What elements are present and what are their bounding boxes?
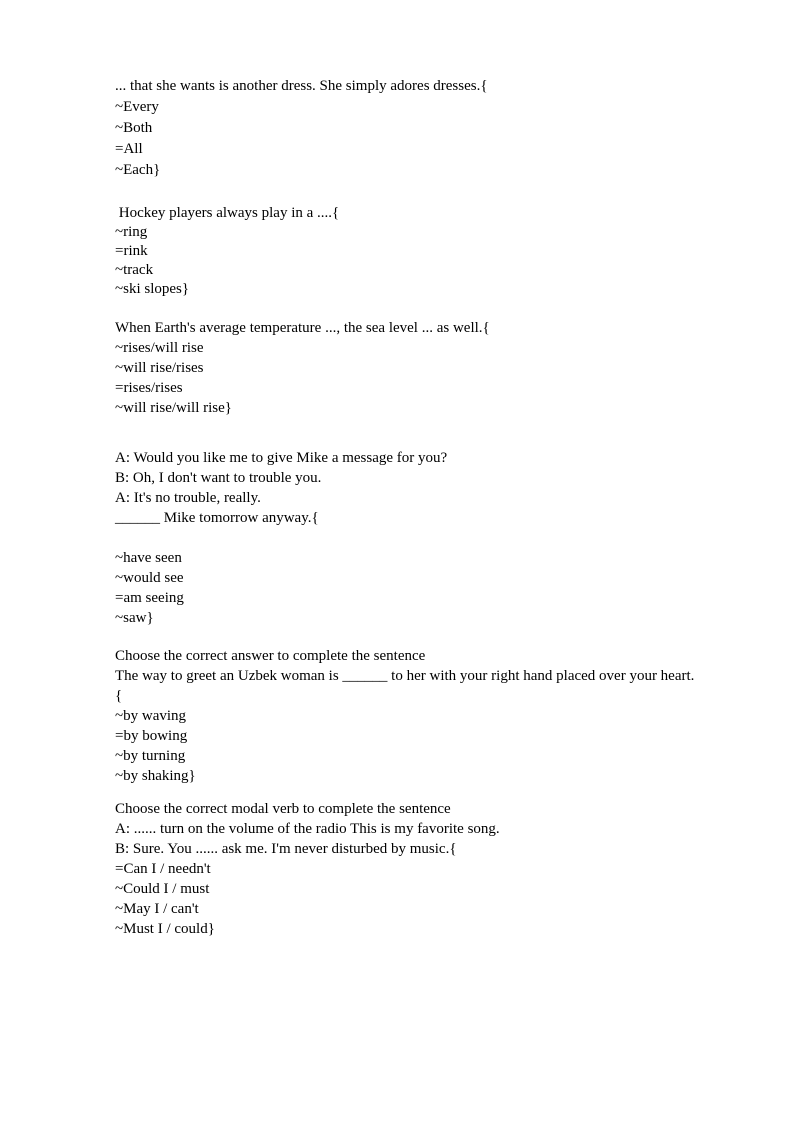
question-2-line-1: Hockey players always play in a ....{ bbox=[115, 205, 340, 221]
question-3-line-2: ~rises/will rise bbox=[115, 340, 204, 356]
question-1-line-1: ... that she wants is another dress. She simply adores dresses.{ bbox=[115, 78, 488, 94]
question-5-line-5: =by bowing bbox=[115, 728, 188, 744]
question-4-line-1: A: Would you like me to give Mike a message for you? bbox=[115, 450, 448, 466]
question-4-line-3: A: It's no trouble, really. bbox=[115, 490, 261, 506]
question-3-line-1: When Earth's average temperature ..., the sea level ... as well.{ bbox=[115, 320, 490, 336]
question-5 bbox=[115, 646, 694, 786]
question-6-line-1: Choose the correct modal verb to complete the sentence bbox=[115, 801, 451, 817]
question-6 bbox=[115, 799, 500, 939]
question-4-line-5 bbox=[115, 528, 447, 548]
question-6-line-2: A: ...... turn on the volume of the radio This is my favorite song. bbox=[115, 821, 500, 837]
question-2-line-4: ~track bbox=[115, 262, 154, 278]
question-4-line-8: =am seeing bbox=[115, 590, 184, 606]
question-4-line-4: ______ Mike tomorrow anyway.{ bbox=[115, 510, 319, 526]
question-1-line-2: ~Every bbox=[115, 99, 159, 115]
question-2 bbox=[115, 204, 339, 299]
question-1-line-5: ~Each} bbox=[115, 162, 161, 178]
question-3-line-4: =rises/rises bbox=[115, 380, 183, 396]
question-5-line-3: { bbox=[115, 688, 123, 704]
question-6-line-4: =Can I / needn't bbox=[115, 861, 211, 877]
question-2-line-5: ~ski slopes} bbox=[115, 281, 190, 297]
question-6-line-3: B: Sure. You ...... ask me. I'm never disturbed by music.{ bbox=[115, 841, 457, 857]
question-2-line-2: ~ring bbox=[115, 224, 148, 240]
question-4-line-6: ~have seen bbox=[115, 550, 182, 566]
question-4-line-7: ~would see bbox=[115, 570, 184, 586]
question-6-line-7: ~Must I / could} bbox=[115, 921, 215, 937]
question-6-line-6: ~May I / can't bbox=[115, 901, 199, 917]
question-3-line-3: ~will rise/rises bbox=[115, 360, 204, 376]
question-1-line-3: ~Both bbox=[115, 120, 153, 136]
question-1 bbox=[115, 76, 488, 181]
question-4 bbox=[115, 448, 447, 628]
question-5-line-4: ~by waving bbox=[115, 708, 187, 724]
question-4-line-9: ~saw} bbox=[115, 610, 154, 626]
question-5-line-6: ~by turning bbox=[115, 748, 186, 764]
question-3-line-5: ~will rise/will rise} bbox=[115, 400, 232, 416]
question-5-line-2: The way to greet an Uzbek woman is ______ to her with your right hand placed over your heart. bbox=[115, 668, 695, 684]
question-5-line-7: ~by shaking} bbox=[115, 768, 196, 784]
question-2-line-3: =rink bbox=[115, 243, 148, 259]
question-3 bbox=[115, 318, 490, 418]
question-4-line-2: B: Oh, I don't want to trouble you. bbox=[115, 470, 322, 486]
question-1-line-4: =All bbox=[115, 141, 143, 157]
question-5-line-1: Choose the correct answer to complete the sentence bbox=[115, 648, 426, 664]
question-6-line-5: ~Could I / must bbox=[115, 881, 210, 897]
